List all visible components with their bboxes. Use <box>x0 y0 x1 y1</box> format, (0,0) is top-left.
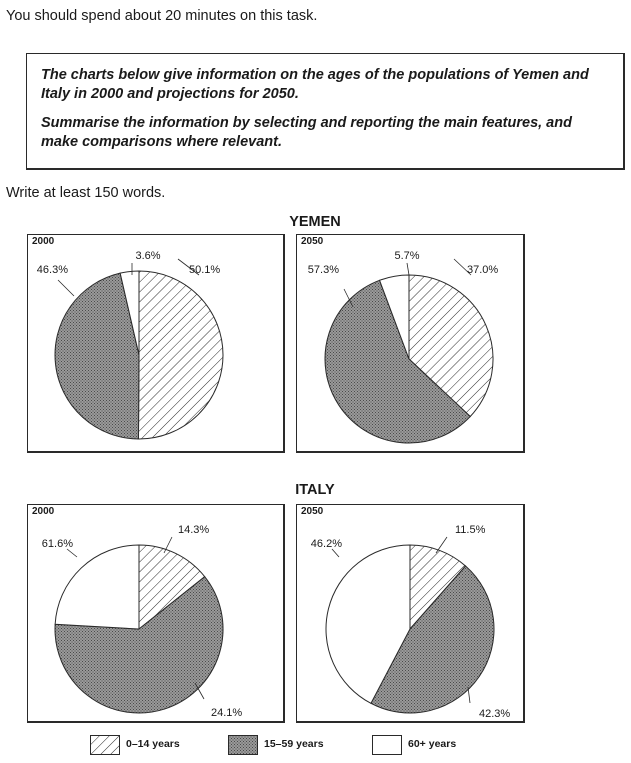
legend-swatch-hatch <box>90 735 120 755</box>
pie-slice-60-plus <box>55 545 139 629</box>
data-label-0-14: 11.5% <box>455 524 486 536</box>
task-directive: Summarise the information by selecting and reporting the main features, and make comparisons where relevant. <box>41 115 572 150</box>
chart-panel-italy-2000 <box>27 504 285 723</box>
yemen-title: YEMEN <box>289 214 341 230</box>
italy-title: ITALY <box>295 482 335 498</box>
pie-chart <box>28 505 283 721</box>
panel-year-label: 2000 <box>32 506 55 517</box>
leader-line <box>332 549 339 557</box>
task-prompt: The charts below give information on the ages of the populations of Yemen and Italy in 2000 and projections for 2050. <box>41 67 589 102</box>
data-label-15-59: 57.3% <box>307 264 339 276</box>
leader-line <box>407 263 409 275</box>
data-label-60-plus: 3.6% <box>135 250 161 262</box>
task-box <box>26 53 625 170</box>
data-label-15-59: 46.3% <box>36 264 68 276</box>
pie-slice-0-14 <box>138 271 223 439</box>
pie-chart <box>297 505 523 721</box>
chart-panel-yemen-2050 <box>296 234 525 453</box>
leader-line <box>58 280 74 296</box>
chart-panel-yemen-2000 <box>27 234 285 453</box>
data-label-0-14: 37.0% <box>467 264 499 276</box>
data-label-15-59: 61.6% <box>41 538 73 550</box>
panel-year-label: 2050 <box>301 506 324 517</box>
chart-legend <box>90 734 550 756</box>
leader-line <box>67 549 77 557</box>
legend-swatch-white <box>372 735 402 755</box>
panel-year-label: 2000 <box>32 236 55 247</box>
data-label-60-plus: 5.7% <box>394 250 420 262</box>
data-label-60-plus: 24.1% <box>211 707 243 719</box>
data-label-60-plus: 42.3% <box>479 708 511 720</box>
legend-label: 0–14 years <box>126 738 180 750</box>
word-count-instruction: Write at least 150 words. <box>6 185 166 201</box>
pie-chart <box>28 235 283 451</box>
data-label-0-14: 14.3% <box>178 524 210 536</box>
legend-swatch-stipple <box>228 735 258 755</box>
time-instruction: You should spend about 20 minutes on this task. <box>6 8 318 24</box>
data-label-15-59: 46.2% <box>310 538 342 550</box>
legend-label: 60+ years <box>408 738 457 750</box>
pie-chart <box>297 235 523 451</box>
panel-year-label: 2050 <box>301 236 324 247</box>
data-label-0-14: 50.1% <box>189 264 221 276</box>
chart-panel-italy-2050 <box>296 504 525 723</box>
legend-label: 15–59 years <box>264 738 324 750</box>
